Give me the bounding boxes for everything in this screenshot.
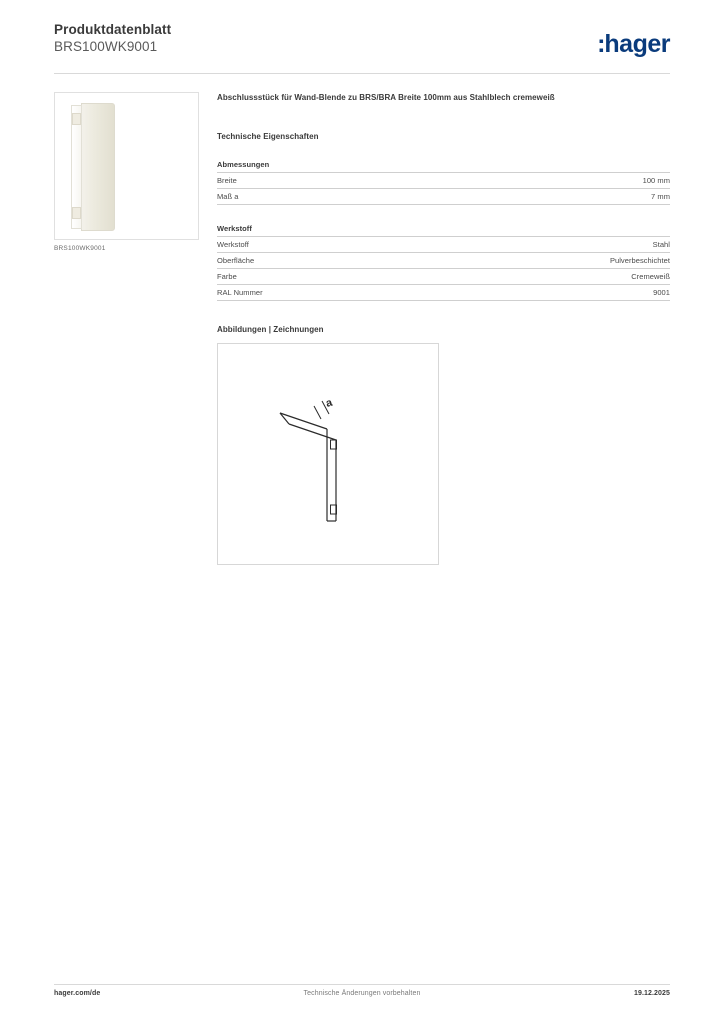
logo-text: hager	[604, 30, 670, 58]
table-row	[217, 253, 670, 269]
product-illustration	[71, 103, 115, 231]
technical-drawing-svg	[218, 344, 440, 566]
footer-date: 19.12.2025	[633, 990, 670, 997]
spec-value: 7 mm	[651, 192, 670, 201]
table-row	[217, 237, 670, 253]
section-figures: Abbildungen | Zeichnungen	[217, 325, 324, 334]
section-technical-properties: Technische Eigenschaften	[217, 132, 319, 141]
spec-label: Werkstoff	[217, 240, 249, 249]
product-face	[81, 103, 115, 231]
material-table	[217, 236, 670, 301]
table-row	[217, 173, 670, 189]
footer-divider	[54, 984, 670, 985]
spec-value: 100 mm	[642, 176, 670, 185]
logo-colon: :	[597, 30, 605, 58]
technical-drawing	[217, 343, 439, 565]
spec-label: RAL Nummer	[217, 288, 263, 297]
footer-note: Technische Änderungen vorbehalten	[303, 990, 421, 997]
spec-label: Farbe	[217, 272, 237, 281]
spec-label: Maß a	[217, 192, 239, 201]
spec-label: Oberfläche	[217, 256, 255, 265]
dimensions-table	[217, 172, 670, 205]
main-content	[217, 92, 670, 565]
page-title: Produktdatenblatt	[54, 22, 172, 37]
page-header	[54, 22, 670, 68]
product-tab-bottom	[72, 207, 81, 219]
spec-value: Stahl	[652, 240, 670, 249]
table-row	[217, 285, 670, 301]
spec-value: 9001	[653, 288, 670, 297]
page-subtitle: BRS100WK9001	[54, 39, 158, 54]
header-divider	[54, 73, 670, 74]
group-title-dimensions: Abmessungen	[217, 160, 270, 169]
product-image	[54, 92, 199, 240]
group-title-material: Werkstoff	[217, 224, 252, 233]
hager-logo	[597, 30, 670, 59]
product-image-caption: BRS100WK9001	[54, 245, 106, 252]
spec-value: Cremeweiß	[631, 272, 670, 281]
dimension-label-a: a	[324, 396, 334, 410]
table-row	[217, 269, 670, 285]
table-row	[217, 189, 670, 205]
page-footer	[54, 990, 670, 1004]
spec-value: Pulverbeschichtet	[609, 256, 670, 265]
footer-link[interactable]: hager.com/de	[54, 990, 101, 997]
spec-label: Breite	[217, 176, 237, 185]
product-description: Abschlussstück für Wand-Blende zu BRS/BRA Breite 100mm aus Stahlblech cremeweiß	[217, 93, 555, 102]
product-tab-top	[72, 113, 81, 125]
